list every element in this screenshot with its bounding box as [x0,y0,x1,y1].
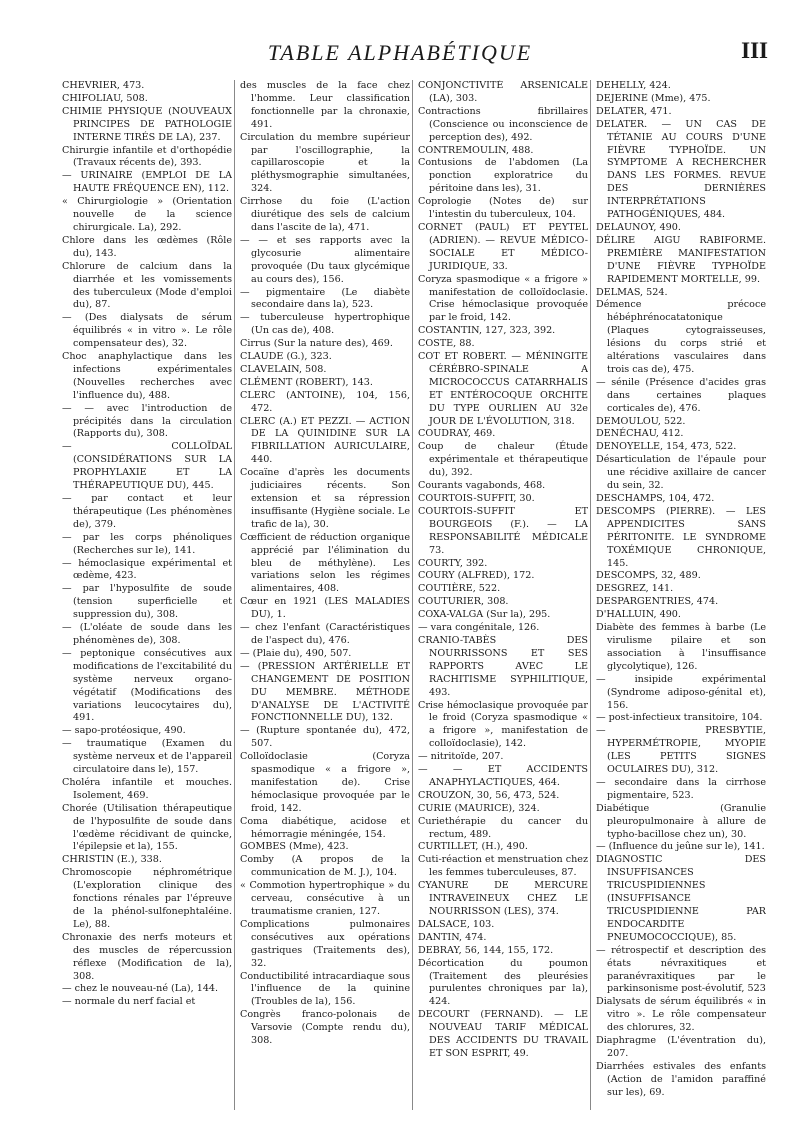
index-entry: Curiethérapie du cancer du rectum, 489. [418,815,588,840]
index-entry: Courants vagabonds, 468. [418,480,546,492]
index-entry: COUTIÈRE, 522. [418,583,501,595]
index-entry: — pigmentaire (Le diabète secondaire dans la), 523. [240,286,410,311]
index-entry: — PRESBYTIE, HYPERMÉTROPIE, MYOPIE (LES PETITS SIGNES OCULAIRES DU), 312. [596,725,766,776]
index-entry: DESCHAMPS, 104, 472. [596,493,715,504]
index-entry: — URINAIRE (EMPLOI DE LA HAUTE FRÉQUENCE EN), 112. [62,170,232,195]
index-entry: CHIFOLIAU, 508. [62,92,148,104]
index-entry: DELMAS, 524. [596,286,668,298]
index-entry: DANTIN, 474. [418,931,487,943]
index-entry: — par l'hyposulfite de soude (tension superficielle et suppression du), 308. [62,583,232,621]
index-entry: Démence précoce hébéphrénocatatonique (Plaques cytograisseuses, lésions du corps strié et altérations vasculaires dans trois cas de), 475. [596,299,766,375]
index-entry: — (PRESSION ARTÉRIELLE ET CHANGEMENT DE POSITION DU MEMBRE. MÉTHODE D'ANALYSE DE L'ACTIVITÉ FONCTIONNELLE DU), 132. [240,660,410,724]
index-entry: CROUZON, 30, 56, 473, 524. [418,789,560,801]
index-entry: — secondaire dans la cirrhose pigmentaire, 523. [596,776,766,801]
index-entry: Chlore dans les œdèmes (Rôle du), 143. [62,234,232,259]
index-entry: — par les corps phénoliques (Recherches sur le), 141. [62,531,232,556]
index-entry: — peptonique consécutives aux modifications de l'excitabilité du système nerveux organo-végétatif (Modifications des variations leucocytaires du), 491. [62,647,232,724]
index-entry: — insipide expérimental (Syndrome adiposo-génital et), 156. [596,673,766,711]
index-entry: CLÉMENT (ROBERT), 143. [240,376,373,388]
index-entry: — chez le nouveau-né (La), 144. [62,983,219,995]
index-entry: — rétrospectif et description des états névraxitiques et paranévraxitiques par le parkinsonisme post-évolutif, 523 [596,944,766,995]
index-entry: — tuberculeuse hypertrophique (Un cas de), 408. [240,312,410,337]
index-entry: Coryza spasmodique « a frigore » manifestation de colloïdoclasie. Crise hémoclasique provoquée par le froid, 142. [418,273,588,324]
index-entry: Diabétique (Granulie pleuropulmonaire à allure de typho-bacillose chez un), 30. [596,802,766,840]
index-entry: CHEVRIER, 473. [62,80,145,91]
page-header [0,32,800,78]
index-entry: COXA-VALGA (Sur la), 295. [418,609,551,621]
index-entry: DECOURT (FERNAND). — LE NOUVEAU TARIF MÉDICAL DES ACCIDENTS DU TRAVAIL ET SON ESPRIT, 49. [418,1009,588,1059]
index-entry: DESCOMPS (PIERRE). — LES APPENDICITES SANS PÉRITONITE. LE SYNDROME TOXÉMIQUE CHRONIQUE, 145. [596,505,766,569]
index-entry: Cirrus (Sur la nature des), 469. [240,338,393,350]
index-entry: Désarticulation de l'épaule pour une récidive axillaire de cancer du sein, 32. [596,454,766,492]
index-entry: CHRISTIN (E.), 338. [62,854,162,866]
index-entry: Complications pulmonaires consécutives aux opérations gastriques (Traitements des), 32. [240,918,410,969]
index-entry: — vara congénitale, 126. [418,622,540,634]
index-entry: — sapo-protéosique, 490. [62,725,186,737]
index-entry: Chronaxie des nerfs moteurs et des muscles de répercussion réflexe (Modification de la), 308. [62,931,232,982]
index-entry: DALSACE, 103. [418,918,495,930]
index-entry: COURTY, 392. [418,557,488,569]
index-entry: CRANIO-TABÈS DES NOURRISSONS ET SES RAPPORTS AVEC LE RACHITISME SYPHILITIQUE, 493. [418,634,588,698]
index-column-4 [596,80,766,1130]
index-entry: CLERC (ANTOINE), 104, 156, 472. [240,389,410,414]
index-entry: DESCOMPS, 32, 489. [596,570,701,582]
index-entry: Diabète des femmes à barbe (Le virulisme pilaire et son association à l'insuffisance glycolytique), 126. [596,622,766,672]
index-entry: CONTREMOULIN, 488. [418,144,534,156]
index-entry: CORNET (PAUL) ET PEYTEL (ADRIEN). — REVUE MÉDICO-SOCIALE ET MÉDICO-JURIDIQUE, 33. [418,221,588,272]
index-entry: — — ET ACCIDENTS ANAPHYLACTIQUES, 464. [418,764,588,788]
index-entry: des muscles de la face chez l'homme. Leur classification fonctionnelle par la chronaxie, 491. [240,80,410,130]
index-entry: — hémoclasique expérimental et œdème, 423. [62,557,232,582]
index-entry: DESPARGENTRIES, 474. [596,596,719,608]
index-entry: Circulation du membre supérieur par l'oscillographie, la capillaroscopie et la pléthysmographie simultanées, 324. [240,131,410,195]
index-entry: Choléra infantile et mouches. Isolement, 469. [62,776,232,801]
index-entry: — sénile (Présence d'acides gras dans certaines plaques corticales de), 476. [596,376,766,414]
index-entry: D'HALLUIN, 490. [596,609,681,621]
index-entry: Chromoscopie néphrométrique (L'exploration clinique des fonctions rénales par l'épreuve de la phénol-sulfonephtaléine. Le), 88. [62,867,232,930]
index-entry: Cuti-réaction et menstruation chez les femmes tuberculeuses, 87. [418,854,588,879]
index-entry: Cocaïne d'après les documents judiciaires récents. Son extension et sa répression insuffisante (Hygiène sociale. Le trafic de la), 30. [240,467,410,530]
index-entry: CYANURE DE MERCURE INTRAVEINEUX CHEZ LE NOURRISSON (LES), 374. [418,880,588,917]
index-entry: Crise hémoclasique provoquée par le froid (Coryza spasmodique « a frigore », manifestation de colloïdoclasie), 142. [418,699,588,750]
index-entry: DEHELLY, 424. [596,80,671,91]
index-entry: — traumatique (Examen du système nerveux et de l'appareil circulatoire dans le), 157. [62,738,232,776]
index-entry: DEMOULOU, 522. [596,415,686,427]
index-entry: Coprologie (Notes de) sur l'intestin du tuberculeux, 104. [418,196,588,221]
index-entry: DESGREZ, 141. [596,583,674,595]
index-entry: Diaphragme (L'éventration du), 207. [596,1035,766,1059]
index-columns [62,80,772,1130]
index-entry: Coup de chaleur (Étude expérimentale et thérapeutique du), 392. [418,441,588,479]
index-entry: « Commotion hypertrophique » du cerveau, consécutive à un traumatisme cranien, 127. [240,880,410,917]
index-entry: DENÉCHAU, 412. [596,428,684,440]
index-entry: — (L'oléate de soude dans les phénomènes de), 308. [62,622,232,646]
index-entry: « Chirurgiologie » (Orientation nouvelle de la science chirurgicale. La), 292. [62,196,232,233]
index-entry: Chlorure de calcium dans la diarrhée et les vomissements des tuberculeux (Mode d'emploi du), 87. [62,260,232,311]
index-entry: DELATER. — UN CAS DE TÉTANIE AU COURS D'UNE FIÈVRE TYPHOÏDE. UN SYMPTOME A RECHERCHER DANS LES FORMES. REVUE DES DERNIÈRES INTERPRÉTATIONS PATHOGÉNIQUES, 484. [596,118,766,221]
index-entry: CONJONCTIVITÉ ARSENICALE (LA), 303. [418,80,588,104]
index-entry: DELATER, 471. [596,105,672,117]
index-entry: COT ET ROBERT. — MÉNINGITE CÉRÉBRO-SPINALE A MICROCOCCUS CATARRHALIS ET ENTÉROCOQUE ORCHITE DU TYPE OURLIEN AU 32e JOUR DE L'ÉVOLUTION, 318. [418,351,588,427]
index-entry: CLAVELAIN, 508. [240,363,327,375]
index-entry: Diarrhées estivales des enfants (Action de l'amidon paraffiné sur les), 69. [596,1060,766,1098]
index-entry: Chorée (Utilisation thérapeutique de l'hyposulfite de soude dans l'œdème récidivant de quincke, l'épilepsie et la), 155. [62,802,232,853]
index-entry: — chez l'enfant (Caractéristiques de l'aspect du), 476. [240,622,410,646]
index-entry: — post-infectieux transitoire, 104. [596,712,763,724]
index-entry: Cirrhose du foie (L'action diurétique des sels de calcium dans l'ascite de la), 471. [240,196,410,233]
index-entry: Choc anaphylactique dans les infections expérimentales (Nouvelles recherches avec l'influence du), 488. [62,351,232,401]
index-entry: — COLLOÏDAL (CONSIDÉRATIONS SUR LA PROPHYLAXIE ET LA THÉRAPEUTIQUE DU), 445. [62,441,232,492]
index-entry: Conductibilité intracardiaque sous l'influence de la quinine (Troubles de la), 156. [240,970,410,1008]
index-entry: COURY (ALFRED), 172. [418,570,535,582]
index-entry: Cœur en 1921 (LES MALADIES DU), 1. [240,596,410,621]
index-entry: — par contact et leur thérapeutique (Les phénomènes de), 379. [62,493,232,530]
index-entry: Chirurgie infantile et d'orthopédie (Travaux récents de), 393. [62,144,232,169]
index-column-1 [62,80,232,1130]
index-entry: Décortication du poumon (Traitement des pleurésies purulentes chroniques par la), 424. [418,957,588,1008]
index-entry: — — et ses rapports avec la glycosurie alimentaire provoquée (Du taux glycémique au cours des), 156. [240,234,410,285]
index-entry: — (Plaie du), 490, 507. [240,647,352,659]
index-entry: — normale du nerf facial et [62,996,196,1008]
index-entry: CLAUDE (G.), 323. [240,351,332,363]
index-entry: Contusions de l'abdomen (La ponction exploratrice du péritoine dans les), 31. [418,157,588,195]
index-entry: Cœfficient de réduction organique apprécié par l'élimination du bleu de méthylène). Les variations selon les régimes alimentaires, 408. [240,531,410,595]
index-entry: GOMBES (Mme), 423. [240,841,349,853]
index-entry: DEJERINE (Mme), 475. [596,92,711,104]
index-entry: DELAUNOY, 490. [596,221,681,233]
index-entry: — (Rupture spontanée du), 472, 507. [240,725,410,750]
page-title: TABLE ALPHABÉTIQUE [267,40,533,65]
index-entry: CLERC (A.) ET PEZZI. — ACTION DE LA QUINIDINE SUR LA FIBRILLATION AURICULAIRE, 440. [240,415,410,466]
index-entry: — — avec l'introduction de précipités dans la circulation (Rapports du), 308. [62,402,232,440]
index-entry: — nitritoïde, 207. [418,751,504,763]
index-entry: COSTE, 88. [418,338,475,350]
index-entry: — (Des dialysats de sérum équilibrés « in vitro ». Le rôle compensateur des), 32. [62,312,232,350]
index-entry: Coma diabétique, acidose et hémorragie méningée, 154. [240,815,410,840]
index-column-3 [418,80,588,1130]
index-entry: DÉLIRE AIGU RABIFORME. PREMIÈRE MANIFESTATION D'UNE FIÈVRE TYPHOÏDE RAPIDEMENT MORTELLE, 99. [596,234,766,285]
index-entry: Dialysats de sérum équilibrés « in vitro ». Le rôle compensateur des chlorures, 32. [596,996,766,1034]
index-entry: COUDRAY, 469. [418,428,496,440]
index-entry: COSTANTIN, 127, 323, 392. [418,325,556,337]
index-entry: DEBRAY, 56, 144, 155, 172. [418,944,554,956]
index-entry: COUTURIER, 308. [418,596,509,608]
index-entry: DIAGNOSTIC DES INSUFFISANCES TRICUSPIDIENNES (INSUFFISANCE TRICUSPIDIENNE PAR ENDOCARDITE PNEUMOCOCCIQUE), 85. [596,854,766,943]
index-entry: DENOYELLE, 154, 473, 522. [596,441,737,453]
index-entry: Comby (A propos de la communication de M. J.), 104. [240,854,410,879]
index-entry: Congrès franco-polonais de Varsovie (Compte rendu du), 308. [240,1009,410,1047]
index-entry: CHIMIE PHYSIQUE (NOUVEAUX PRINCIPES DE PATHOLOGIE INTERNE TIRÉS DE LA), 237. [62,105,232,143]
index-entry: CURIE (MAURICE), 324. [418,802,540,814]
page-number: III [741,38,768,63]
index-entry: COURTOIS-SUFFIT ET BOURGEOIS (F.). — LA RESPONSABILITÉ MÉDICALE 73. [418,505,588,556]
index-entry: CURTILLET, (H.), 490. [418,841,528,853]
index-entry: Colloïdoclasie (Coryza spasmodique « a frigore », manifestation de). Crise hémoclasique provoquée par le froid, 142. [240,751,410,814]
index-entry: — (Influence du jeûne sur le), 141. [596,841,765,853]
index-column-2 [240,80,410,1130]
index-entry: Contractions fibrillaires (Conscience ou inconscience de perception des), 492. [418,105,588,143]
index-entry: COURTOIS-SUFFIT, 30. [418,493,535,504]
